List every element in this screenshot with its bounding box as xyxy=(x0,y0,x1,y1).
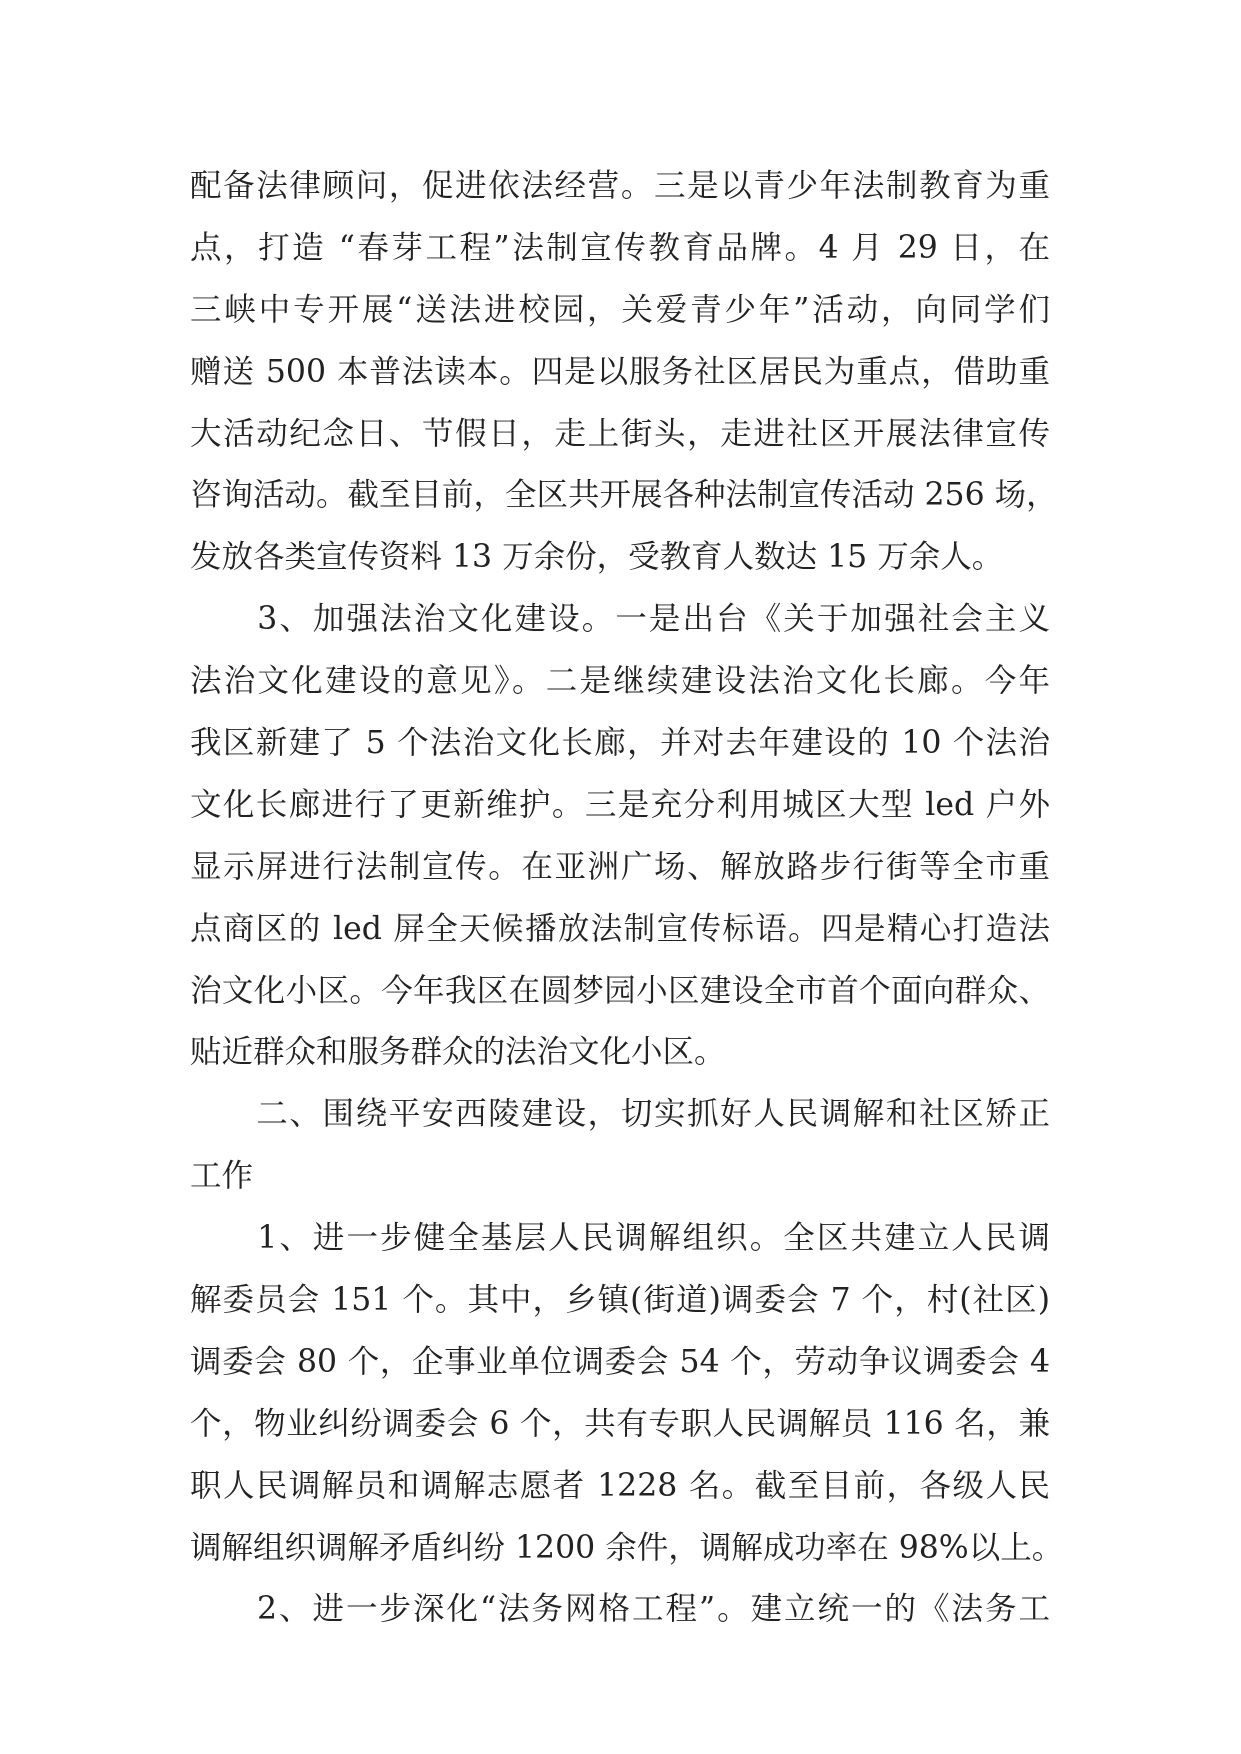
text-line: 治文化小区。今年我区在圆梦园小区建设全市首个面向群众、 xyxy=(190,972,1050,1009)
paragraph-heading-line: 1、进一步健全基层人民调解组织。全区共建立人民调 xyxy=(190,1220,1050,1257)
text-line: 点商区的 led 屏全天候播放法制宣传标语。四是精心打造法 xyxy=(190,910,1050,947)
text-line: 职人民调解员和调解志愿者 1228 名。截至目前，各级人民 xyxy=(190,1467,1050,1504)
text-line: 我区新建了 5 个法治文化长廊，并对去年建设的 10 个法治 xyxy=(190,725,1050,762)
text-line: 贴近群众和服务群众的法治文化小区。 xyxy=(190,1034,726,1071)
text-line: 解委员会 151 个。其中，乡镇(街道)调委会 7 个，村(社区) xyxy=(190,1282,1050,1319)
paragraph-heading-line: 2、进一步深化“法务网格工程”。建立统一的《法务工 xyxy=(190,1591,1050,1628)
paragraph-heading-line: 3、加强法治文化建设。一是出台《关于加强社会主义 xyxy=(190,601,1050,638)
body-text xyxy=(190,156,1064,1641)
text-line: 个，物业纠纷调委会 6 个，共有专职人民调解员 116 名，兼 xyxy=(190,1405,1050,1442)
text-line: 配备法律顾问，促进依法经营。三是以青少年法制教育为重 xyxy=(190,168,1050,204)
text-line: 咨询活动。截至目前，全区共开展各种法制宣传活动 256 场， xyxy=(190,477,1058,514)
text-line: 法治文化建设的意见》。二是继续建设法治文化长廊。今年 xyxy=(190,663,1050,700)
text-line: 调解组织调解矛盾纠纷 1200 余件，调解成功率在 98%以上。 xyxy=(190,1529,1064,1566)
text-line: 发放各类宣传资料 13 万余份，受教育人数达 15 万余人。 xyxy=(190,539,1004,576)
section-heading-line: 工作 xyxy=(190,1158,254,1195)
text-line: 文化长廊进行了更新维护。三是充分利用城区大型 led 户外 xyxy=(190,786,1050,823)
text-line: 调委会 80 个，企事业单位调委会 54 个，劳动争议调委会 4 xyxy=(190,1343,1050,1380)
section-heading-line: 二、围绕平安西陵建设，切实抓好人民调解和社区矫正 xyxy=(190,1096,1050,1133)
text-line: 赠送 500 本普法读本。四是以服务社区居民为重点，借助重 xyxy=(190,353,1050,390)
text-line: 显示屏进行法制宣传。在亚洲广场、解放路步行街等全市重 xyxy=(190,848,1050,885)
text-line: 大活动纪念日、节假日，走上街头，走进社区开展法律宣传 xyxy=(190,415,1050,452)
text-line: 三峡中专开展“送法进校园，关爱青少年”活动，向同学们 xyxy=(190,291,1050,328)
text-line: 点，打造 “春芽工程”法制宣传教育品牌。4 月 29 日，在 xyxy=(190,229,1050,266)
